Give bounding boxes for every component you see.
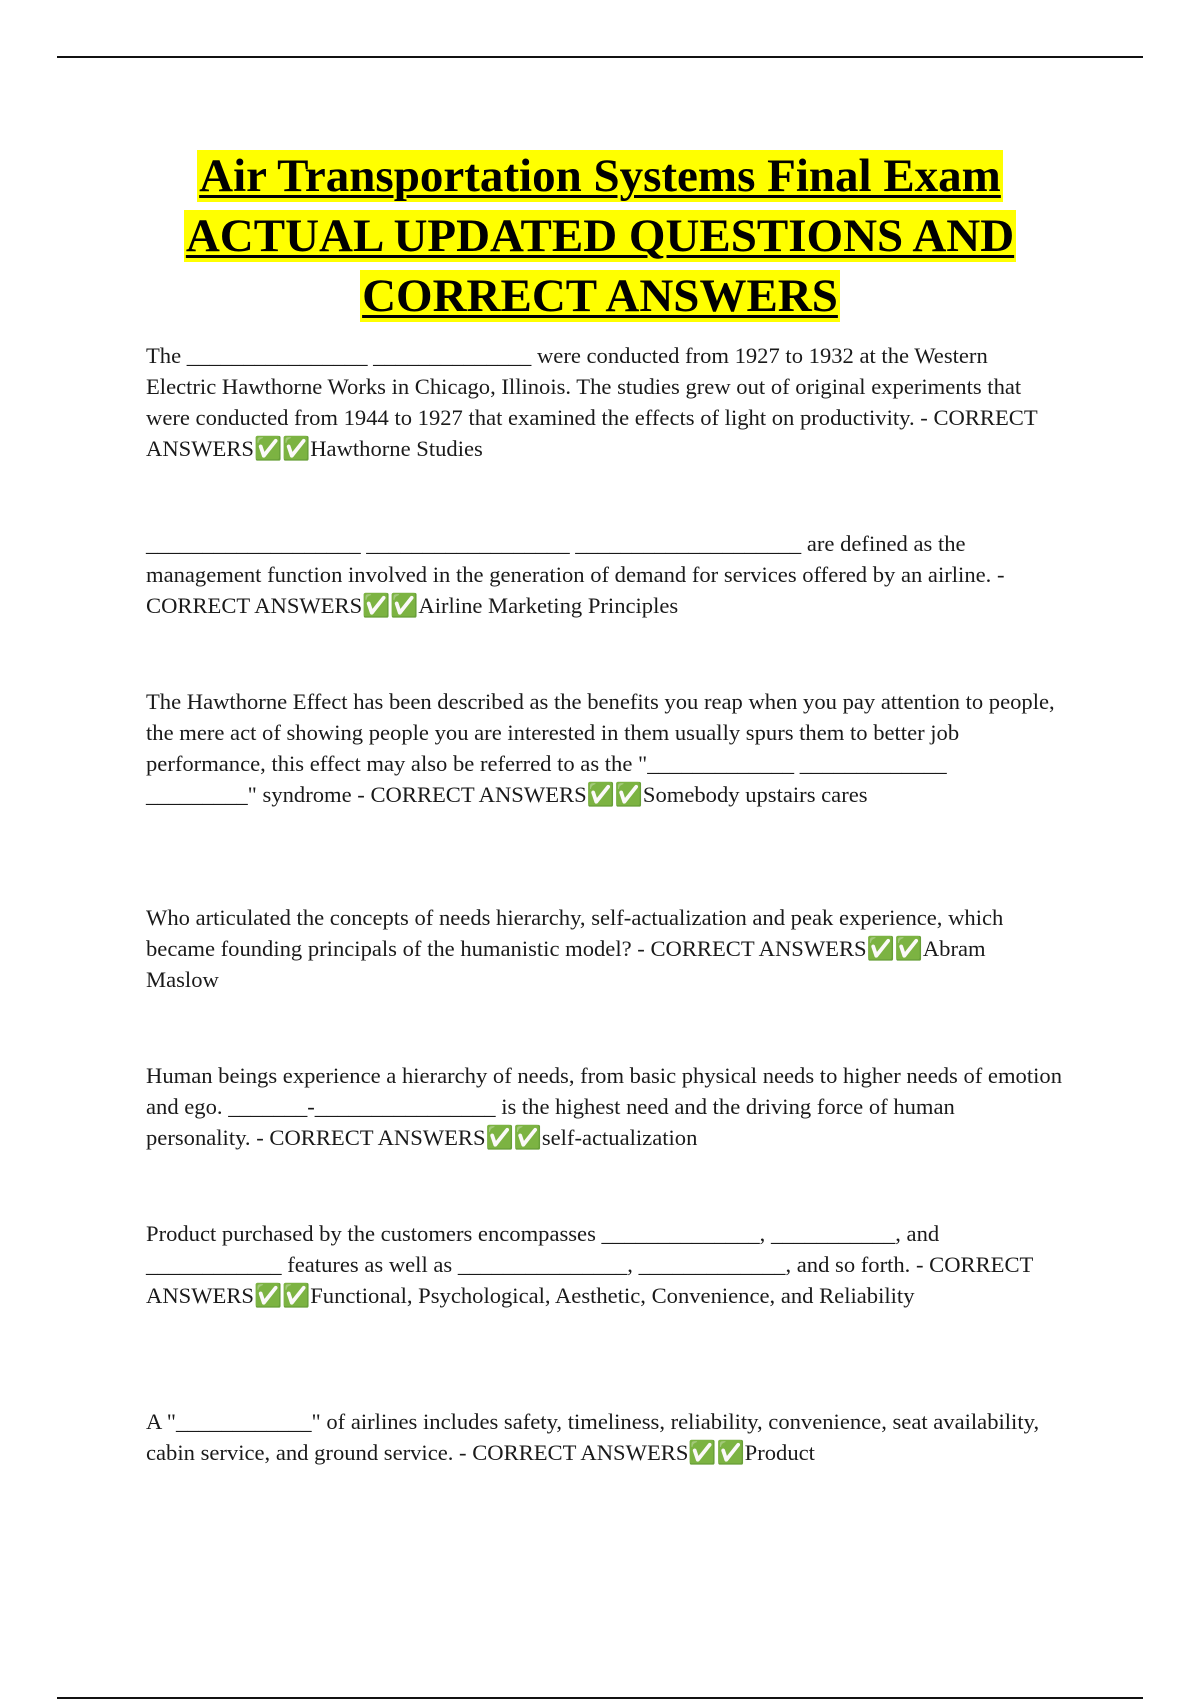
answer-text: CORRECT ANSWERS✅✅Functional, Psychological, Aesthetic, Convenience, and Reliability: [146, 1252, 1033, 1308]
title-line-2: ACTUAL UPDATED QUESTIONS AND: [185, 210, 1015, 262]
question-text: A "____________" of airlines includes safety, timeliness, reliability, convenience, seat availability, cabin service, and ground service. -: [146, 1409, 1040, 1465]
top-divider: [57, 56, 1143, 58]
question-text: Who articulated the concepts of needs hierarchy, self-actualization and peak experience, which became founding principals of the humanistic model? -: [146, 905, 1004, 961]
qa-item-1: [146, 340, 1062, 464]
question-text: The ________________ ______________ were conducted from 1927 to 1932 at the Western Electric Hawthorne Works in Chicago, Illinois. The studies grew out of original experiments that were conducted from 1944 to 1927 that examined the effects of light on productivity. -: [146, 343, 1022, 430]
answer-text: CORRECT ANSWERS✅✅Hawthorne Studies: [146, 405, 1038, 461]
bottom-divider: [57, 1697, 1143, 1699]
qa-item-2: [146, 528, 1062, 621]
question-text: The Hawthorne Effect has been described as the benefits you reap when you pay attention to people, the mere act of showing people you are interested in them usually spurs them to better job performance, this effect may also be referred to as the "_____________ _____________ _________" syndrome -: [146, 689, 1055, 807]
qa-item-4: [146, 902, 1062, 995]
question-text: ___________________ __________________ ____________________ are defined as the management function involved in the generation of demand for services offered by an airline. -: [146, 531, 1005, 587]
qa-item-6: [146, 1218, 1062, 1311]
answer-text: CORRECT ANSWERS✅✅Product: [472, 1440, 815, 1465]
title-line-3: CORRECT ANSWERS: [362, 270, 838, 322]
qa-item-7: [146, 1406, 1062, 1468]
answer-text: CORRECT ANSWERS✅✅Abram Maslow: [146, 936, 986, 992]
title-line-1: Air Transportation Systems Final Exam: [199, 150, 1001, 202]
answer-text: CORRECT ANSWERS✅✅Airline Marketing Principles: [146, 593, 679, 618]
question-text: Human beings experience a hierarchy of needs, from basic physical needs to higher needs of emotion and ego. _______-________________ is the highest need and the driving force of human personality. -: [146, 1063, 1062, 1150]
question-text: Product purchased by the customers encompasses ______________, ___________, and ____________ features as well as _______________, _____________, and so forth. -: [146, 1221, 940, 1277]
answer-text: CORRECT ANSWERS✅✅self-actualization: [269, 1125, 698, 1150]
answer-text: CORRECT ANSWERS✅✅Somebody upstairs cares: [370, 782, 868, 807]
qa-item-5: [146, 1060, 1062, 1153]
page-title: [60, 146, 1140, 326]
qa-item-3: [146, 686, 1062, 810]
